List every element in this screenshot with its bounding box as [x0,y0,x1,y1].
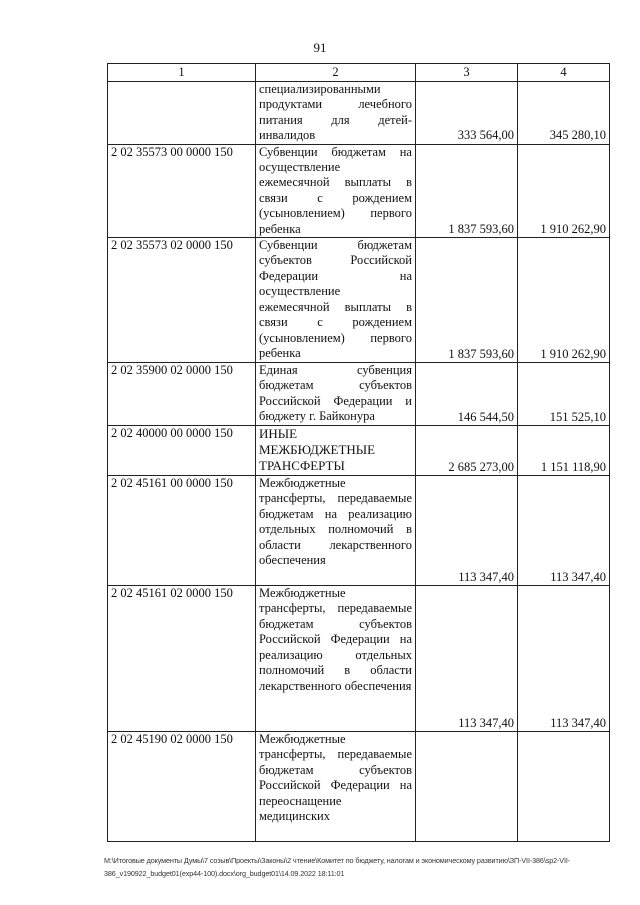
table-row [108,476,610,586]
table-row [108,732,610,842]
row-description: Межбюджетные трансферты, передаваемые бюджетам на реализацию отдельных полномочий в области лекарственного обеспечения [256,476,416,586]
row-value-col3: 146 544,50 [416,363,518,426]
row-description: Единая субвенция бюджетам субъектов Российской Федерации и бюджету г. Байконура [256,363,416,426]
row-value-col4: 1 910 262,90 [518,144,610,237]
row-value-col4: 1 910 262,90 [518,238,610,363]
row-value-col3: 113 347,40 [416,476,518,586]
row-code: 2 02 35900 02 0000 150 [108,363,256,426]
row-code: 2 02 45161 02 0000 150 [108,586,256,732]
table-row [108,238,610,363]
row-value-col3: 1 837 593,60 [416,238,518,363]
table-row [108,144,610,237]
row-value-col4: 113 347,40 [518,476,610,586]
row-code [108,82,256,145]
row-value-col3: 1 837 593,60 [416,144,518,237]
row-code: 2 02 45161 00 0000 150 [108,476,256,586]
column-header-4: 4 [518,64,610,82]
budget-table [107,63,610,842]
row-code: 2 02 40000 00 0000 150 [108,426,256,476]
row-value-col3: 2 685 273,00 [416,426,518,476]
document-path-footer [104,854,616,880]
column-header-3: 3 [416,64,518,82]
table-row [108,82,610,145]
table-row [108,363,610,426]
row-description: Субвенции бюджетам субъектов Российской Федерации на осуществление ежемесячной выплаты в связи с рождением (усыновлением) первого ребенка [256,238,416,363]
row-value-col3: 333 564,00 [416,82,518,145]
table-row [108,426,610,476]
footer-line-1: М:\Итоговые документы Думы\7 созыв\Проекты\Законы\2 чтение\Комитет по бюджету, налогам и экономическому развитию\ЗП-VII-386\sp2-VII- [104,856,571,865]
table-row [108,586,610,732]
row-value-col3: 113 347,40 [416,586,518,732]
row-value-col4: 151 525,10 [518,363,610,426]
column-header-2: 2 [256,64,416,82]
row-value-col4: 113 347,40 [518,586,610,732]
column-header-1: 1 [108,64,256,82]
page-number: 91 [313,40,327,55]
row-value-col4 [518,732,610,842]
row-value-col3 [416,732,518,842]
row-description: Субвенции бюджетам на осуществление ежемесячной выплаты в связи с рождением (усыновлением) первого ребенка [256,144,416,237]
row-description: Межбюджетные трансферты, передаваемые бюджетам субъектов Российской Федерации на реализацию отдельных полномочий в области лекарственного обеспечения [256,586,416,732]
row-code: 2 02 35573 00 0000 150 [108,144,256,237]
table-header-row [108,64,610,82]
row-value-col4: 345 280,10 [518,82,610,145]
row-code: 2 02 35573 02 0000 150 [108,238,256,363]
row-value-col4: 1 151 118,90 [518,426,610,476]
row-description: специализированными продуктами лечебного питания для детей-инвалидов [256,82,416,145]
row-description: ИНЫЕ МЕЖБЮДЖЕТНЫЕ ТРАНСФЕРТЫ [256,426,416,476]
row-code: 2 02 45190 02 0000 150 [108,732,256,842]
footer-line-2: 386_v190922_budget01(exp44-100).docx\org_budget01\14.09.2022 18:11:01 [104,869,345,878]
row-description: Межбюджетные трансферты, передаваемые бюджетам субъектов Российской Федерации на переоснащение медицинских [256,732,416,842]
